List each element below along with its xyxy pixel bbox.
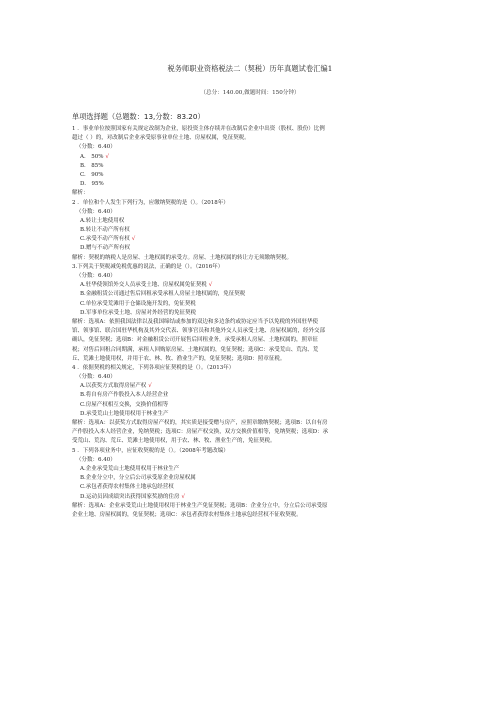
question-block — [72, 364, 429, 447]
option-text: C.承受不动产所有权 — [80, 236, 130, 243]
correct-check-icon: √ — [105, 153, 109, 160]
option-text: D. 95% — [80, 181, 104, 188]
correct-check-icon: √ — [148, 383, 152, 390]
exam-meta: （总分：140.00,做题时间：150分钟） — [200, 90, 300, 96]
answer-option — [72, 171, 429, 180]
answer-option — [72, 483, 429, 492]
answer-analysis: 产作股投入本人经营企业，免纳契税；选项C：房屋产权交换，双方交换价值相等，免纳契税；选项D：承 — [72, 429, 329, 436]
answer-option — [72, 162, 429, 171]
question-stem: 2 ．单位和个人发生下列行为，应缴纳契税的是（）。（2018年） — [72, 199, 229, 206]
answer-option — [72, 391, 429, 400]
option-text: C.房屋产权相互交换，交换价值相等 — [80, 401, 169, 408]
question-block — [72, 199, 429, 263]
option-text: A.转让土地使用权 — [80, 217, 125, 224]
answer-option — [72, 235, 429, 244]
option-text: D.承受荒山土地使用权用于林业生产 — [80, 410, 169, 417]
option-text: C.单位承受荒滩用于仓储设施开发的，免征契税 — [80, 300, 196, 307]
answer-analysis: 确认，免征契税；选项B：对金融租赁公司开展售后回租业务，承受承租人房屋、土地权属的，照章征 — [72, 337, 319, 344]
question-list — [72, 125, 429, 520]
answer-analysis: 税；对售后回租合同期满，承租人回购原房屋、土地权属的，免征契税；选项C：承受荒山、荒沟、荒 — [72, 346, 319, 353]
answer-option — [72, 217, 429, 226]
question-stem: 3.下列关于契税减免税优惠的说法，正确的是（）。（2016年） — [72, 263, 224, 270]
answer-option — [72, 474, 429, 483]
option-text: B.企业分立中，分立后公司承受原企业房屋权属 — [80, 475, 196, 482]
correct-check-icon: √ — [181, 493, 185, 500]
question-block — [72, 263, 429, 364]
answer-analysis: 解析：选项A：依照我国法律以及我国缔结或参加的双边和多边条约或协定应当予以免税的外国驻华使 — [72, 318, 318, 325]
option-text: B.金融租赁公司通过售后回租承受承租人房屋土地权属的，免征契税 — [80, 291, 246, 298]
answer-option — [72, 382, 429, 391]
answer-option — [72, 290, 429, 299]
section-heading: 单项选择题（总题数：13,分数：83.20） — [72, 112, 205, 121]
question-score: （分数：6.40） — [76, 273, 116, 279]
answer-option — [72, 465, 429, 474]
question-stem: 5 ．下列各项业务中，应征收契税的是（）。（2008年考题改编） — [72, 447, 229, 454]
option-text: B.将自有房产作股投入本人经营企业 — [80, 392, 169, 399]
option-text: C.承包者获得农村集体土地承包经营权 — [80, 484, 174, 491]
option-text: C. 90% — [80, 171, 104, 178]
option-text: D.运动员因成绩突出获得国家奖励的住房 — [80, 493, 180, 500]
correct-check-icon: √ — [208, 282, 213, 289]
answer-analysis: 丘、荒滩土地使用权，并用于农、林、牧、渔业生产的，免征契税；选项D：照章征税。 — [72, 355, 286, 362]
answer-analysis: 解析：选项A：企业承受荒山土地使用权用于林业生产免征契税；选项B：企业分立中，分立后公司承受原 — [72, 502, 328, 509]
question-stem: 4 ．依据契税的相关规定，下列各项应征契税的是（）。（2013年） — [72, 364, 235, 371]
option-text: A.以获奖方式取得房屋产权 — [80, 383, 147, 390]
question-stem: 超过（ ）的，对改制后企业承受原事业单位土地、房屋权属，免征契税。 — [72, 135, 250, 142]
answer-option — [72, 226, 429, 235]
answer-option — [72, 281, 429, 290]
option-text: B.转让不动产所有权 — [80, 227, 130, 234]
page-title: 税务师职业资格税法二（契税）历年真题试卷汇编1 — [167, 64, 333, 73]
answer-option — [72, 300, 429, 309]
question-score: （分数：6.40） — [76, 374, 116, 381]
answer-analysis: 解析：契税的纳税人是房屋、土地权属的承受方。房屋、土地权属的转让方无须缴纳契税。 — [72, 254, 293, 261]
option-text: A.企业承受荒山土地使用权用于林业生产 — [80, 465, 180, 472]
answer-analysis: 企业土地、房屋权属的，免征契税；选项C：承包者获得农村集体土地承包经营权不征收契税。 — [72, 511, 302, 518]
option-text: B. 85% — [80, 162, 104, 169]
question-block — [72, 125, 429, 199]
answer-analysis: 馆、领事馆、联合国驻华机构及其外交代表、领事官员和其他外交人员承受土地、房屋权属的，经外交部 — [72, 328, 326, 335]
answer-option — [72, 410, 429, 419]
answer-analysis: 解析： — [72, 190, 89, 197]
answer-option — [72, 180, 429, 189]
answer-option — [72, 153, 429, 162]
answer-analysis: 受荒山、荒沟、荒丘、荒滩土地使用权，用于农、林、牧、渔业生产的，免征契税。 — [72, 438, 276, 445]
option-text: A.驻华使领馆外交人员承受土地、房屋权属免征契税 — [80, 282, 207, 289]
correct-check-icon: √ — [131, 236, 136, 243]
answer-option — [72, 493, 429, 502]
answer-option — [72, 401, 429, 410]
question-score: （分数：6.40） — [76, 208, 116, 215]
question-stem: 1 ．事业单位按照国家有关规定改制为企业，原投资主体存续并在改制后企业中出资（股权、股份）比例 — [72, 126, 325, 132]
question-score: （分数：6.40） — [76, 144, 116, 151]
answer-option — [72, 309, 429, 318]
question-block — [72, 447, 429, 521]
answer-option — [72, 244, 429, 253]
answer-analysis: 解析：选项A：以获奖方式取得房屋产权的，其实质是接受赠与房产，应照章缴纳契税；选项B：以自有房 — [72, 420, 328, 426]
option-text: D.军事单位承受土地、房屋对外经营的免征契税 — [80, 309, 196, 316]
option-text: A. 50% — [80, 153, 104, 160]
option-text: D.赠与不动产所有权 — [80, 245, 130, 252]
question-score: （分数：6.40） — [76, 456, 116, 463]
